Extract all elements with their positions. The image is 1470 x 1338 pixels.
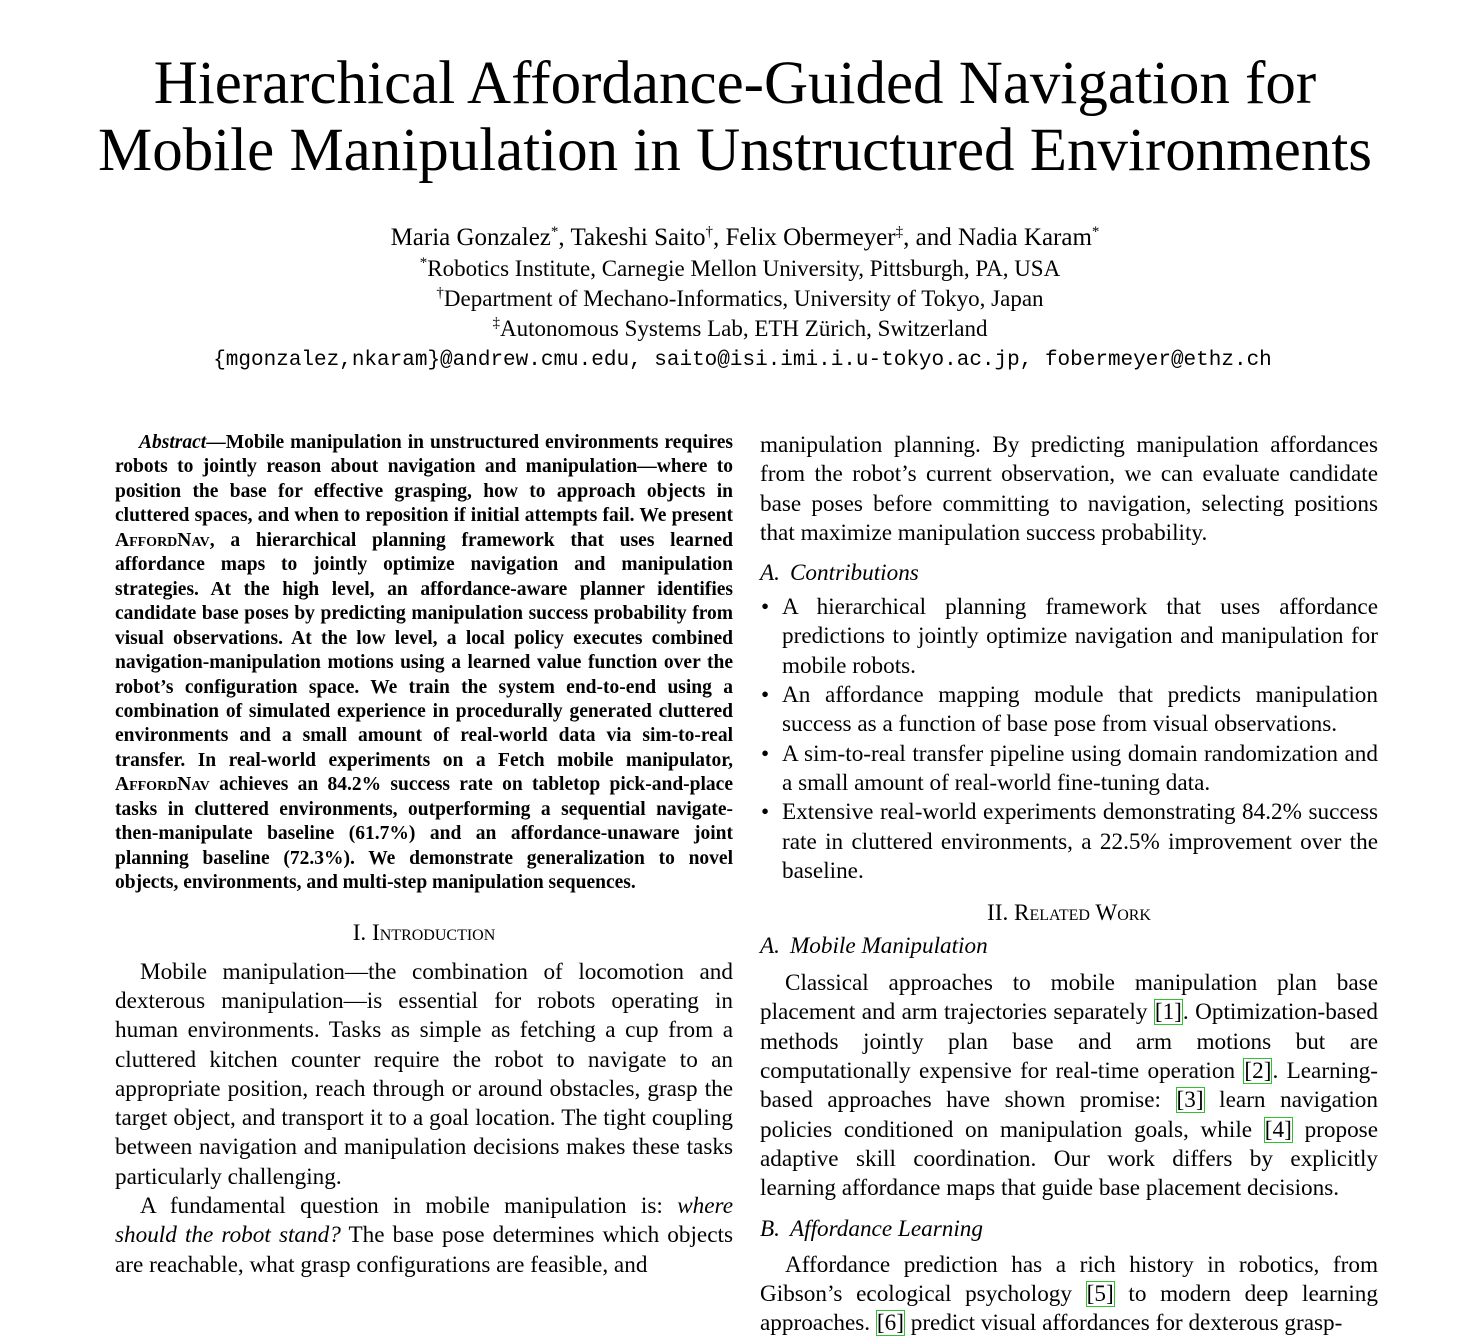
section-heading-introduction xyxy=(115,920,733,947)
subsection-title: Contributions xyxy=(789,560,919,587)
citation-link[interactable]: [4] xyxy=(1264,1116,1292,1143)
affiliation-mark: † xyxy=(436,285,444,301)
intro-paragraph-2 xyxy=(115,1192,733,1280)
mobile-manipulation-paragraph xyxy=(760,969,1378,1203)
intro-paragraph-1: Mobile manipulation—the combination of locomotion and dexterous manipulation—is essential for robots operating in human environments. Tasks as simple as fetching a cup from a cluttered kitchen counter require the robot to navigate to an appropriate position, reach through or around obstacles, grasp the target object, and transport it to a goal location. The tight coupling between navigation and manipulation decisions makes these tasks particularly challenging. xyxy=(115,958,733,1190)
system-name: AffordNav xyxy=(115,529,210,551)
subsection-number: B. xyxy=(760,1215,780,1242)
citation-link[interactable]: [5] xyxy=(1086,1280,1114,1307)
subsection-heading-affordance-learning xyxy=(760,1216,1378,1243)
affiliation-2 xyxy=(0,285,1470,313)
section-heading-related-work xyxy=(760,900,1378,927)
paragraph-text: . Learning-based approaches have shown promise: xyxy=(760,1058,1378,1114)
affiliation-mark: * xyxy=(419,255,428,271)
author-emails: {mgonzalez,nkaram}@andrew.cmu.edu, saito@isi.imi.i.u-tokyo.ac.jp, fobermeyer@ethz.ch xyxy=(213,349,1272,372)
intro-continuation: manipulation planning. By predicting manipulation affordances from the robot’s current observation, we can evaluate candidate base poses before committing to navigation, selecting positions that maximize manipulation success probability. xyxy=(760,432,1378,546)
paper-title xyxy=(0,50,1470,184)
citation-link[interactable]: [6] xyxy=(876,1310,904,1337)
paragraph-text: The base pose determines which objects are reachable, what grasp configurations are feasible, and xyxy=(115,1222,733,1278)
affiliation-text: Robotics Institute, Carnegie Mellon University, Pittsburgh, PA, USA xyxy=(427,256,1061,281)
citation-link[interactable]: [2] xyxy=(1244,1058,1272,1085)
abstract-text: Mobile manipulation in unstructured environments requires robots to jointly reason about navigation and manipulation—where to position the base for effective grasping, how to approach objects in cluttered spaces, and when to reposition if initial attempts fail. We present xyxy=(115,432,733,527)
paragraph-text: . Optimization-based methods jointly plan base and arm motions but are computationally expensive for real-time operation xyxy=(760,999,1378,1085)
paragraph-text: learn navigation policies conditioned on manipulation goals, while xyxy=(760,1087,1378,1143)
affiliation-text: Department of Mechano-Informatics, University of Tokyo, Japan xyxy=(443,286,1044,311)
list-item: • A hierarchical planning framework that uses affordance predictions to jointly optimize navigation and manipulation for mobile robots. xyxy=(782,593,1378,681)
affiliation-1 xyxy=(0,255,1470,283)
section-title: Related Work xyxy=(1014,900,1151,927)
list-item: • An affordance mapping module that predicts manipulation success as a function of base pose from visual observations. xyxy=(782,681,1378,740)
paragraph-text: predict visual affordances for dexterous grasp- xyxy=(904,1310,1343,1337)
paragraph-text: to modern deep learning approaches. xyxy=(760,1280,1378,1337)
subsection-heading-mobile-manipulation xyxy=(760,933,1378,960)
subsection-number: A. xyxy=(760,933,780,960)
author-separator: , and xyxy=(903,224,958,251)
right-column xyxy=(760,431,1378,1338)
author-mark: ‡ xyxy=(895,224,904,240)
section-number: II. xyxy=(987,900,1009,927)
abstract xyxy=(115,431,733,896)
emphasized-question: where should the robot stand? xyxy=(115,1192,733,1249)
affiliation-3 xyxy=(0,315,1470,343)
paragraph-text: propose adaptive skill coordination. Our work differs by explicitly learning affordance maps that guide base placement decisions. xyxy=(760,1116,1378,1202)
author-separator: , xyxy=(558,224,571,251)
title-line-1: Hierarchical Affordance-Guided Navigation for xyxy=(153,50,1317,117)
author-mark: † xyxy=(705,224,713,240)
author-mark: * xyxy=(1091,224,1100,240)
list-item: • Extensive real-world experiments demonstrating 84.2% success rate in cluttered environments, a 22.5% improvement over the baseline. xyxy=(782,798,1378,886)
affiliation-text: Autonomous Systems Lab, ETH Zürich, Switzerland xyxy=(500,316,988,341)
title-line-2: Mobile Manipulation in Unstructured Environments xyxy=(97,117,1373,184)
abstract-dash: — xyxy=(206,432,226,453)
left-column xyxy=(115,431,733,1280)
author-name: Takeshi Saito xyxy=(570,224,706,251)
author-mark: * xyxy=(550,224,559,240)
paragraph-text: Affordance prediction has a rich history in robotics, from Gibson’s ecological psychology xyxy=(760,1251,1378,1307)
citation-link[interactable]: [3] xyxy=(1176,1087,1204,1114)
author-name: Nadia Karam xyxy=(957,224,1092,251)
abstract-text: achieves an 84.2% success rate on tabletop pick-and-place tasks in cluttered environments, outperforming a sequential navigate-then-manipulate baseline (61.7%) and an affordance-unaware joint planning baseline (72.3%). We demonstrate generalization to novel objects, environments, and multi-step manipulation sequences. xyxy=(115,774,733,894)
subsection-number: A. xyxy=(760,560,780,587)
subsection-title: Affordance Learning xyxy=(789,1215,983,1242)
paragraph-text: A fundamental question in mobile manipulation is: xyxy=(140,1192,678,1219)
author-list xyxy=(0,222,1470,254)
author-name: Felix Obermeyer xyxy=(725,224,896,251)
abstract-text: , a hierarchical planning framework that uses learned affordance maps to jointly optimize navigation and manipulation strategies. At the high level, an affordance-aware planner identifies candidate base poses by predicting manipulation success probability from visual observations. At the low level, a local policy executes combined navigation-manipulation motions using a learned value function over the robot’s configuration space. We train the system end-to-end using a combination of simulated experience in procedurally generated cluttered environments and a small amount of real-world data via sim-to-real transfer. In real-world experiments on a Fetch mobile manipulator, xyxy=(115,529,733,771)
section-number: I. xyxy=(352,919,367,946)
section-title: Introduction xyxy=(372,919,496,946)
system-name: AffordNav xyxy=(115,774,210,796)
author-separator: , xyxy=(713,224,726,251)
contribution-list xyxy=(760,593,1378,886)
subsection-heading-contributions xyxy=(760,560,1378,587)
list-item: • A sim-to-real transfer pipeline using domain randomization and a small amount of real-world fine-tuning data. xyxy=(782,740,1378,799)
paragraph-text: Classical approaches to mobile manipulation plan base placement and arm trajectories separately xyxy=(760,970,1378,1026)
affordance-learning-paragraph xyxy=(760,1251,1378,1338)
abstract-label: Abstract xyxy=(139,432,207,453)
subsection-title: Mobile Manipulation xyxy=(789,933,988,960)
affiliation-mark: ‡ xyxy=(492,315,501,331)
author-name: Maria Gonzalez xyxy=(390,224,551,251)
citation-link[interactable]: [1] xyxy=(1154,999,1182,1026)
